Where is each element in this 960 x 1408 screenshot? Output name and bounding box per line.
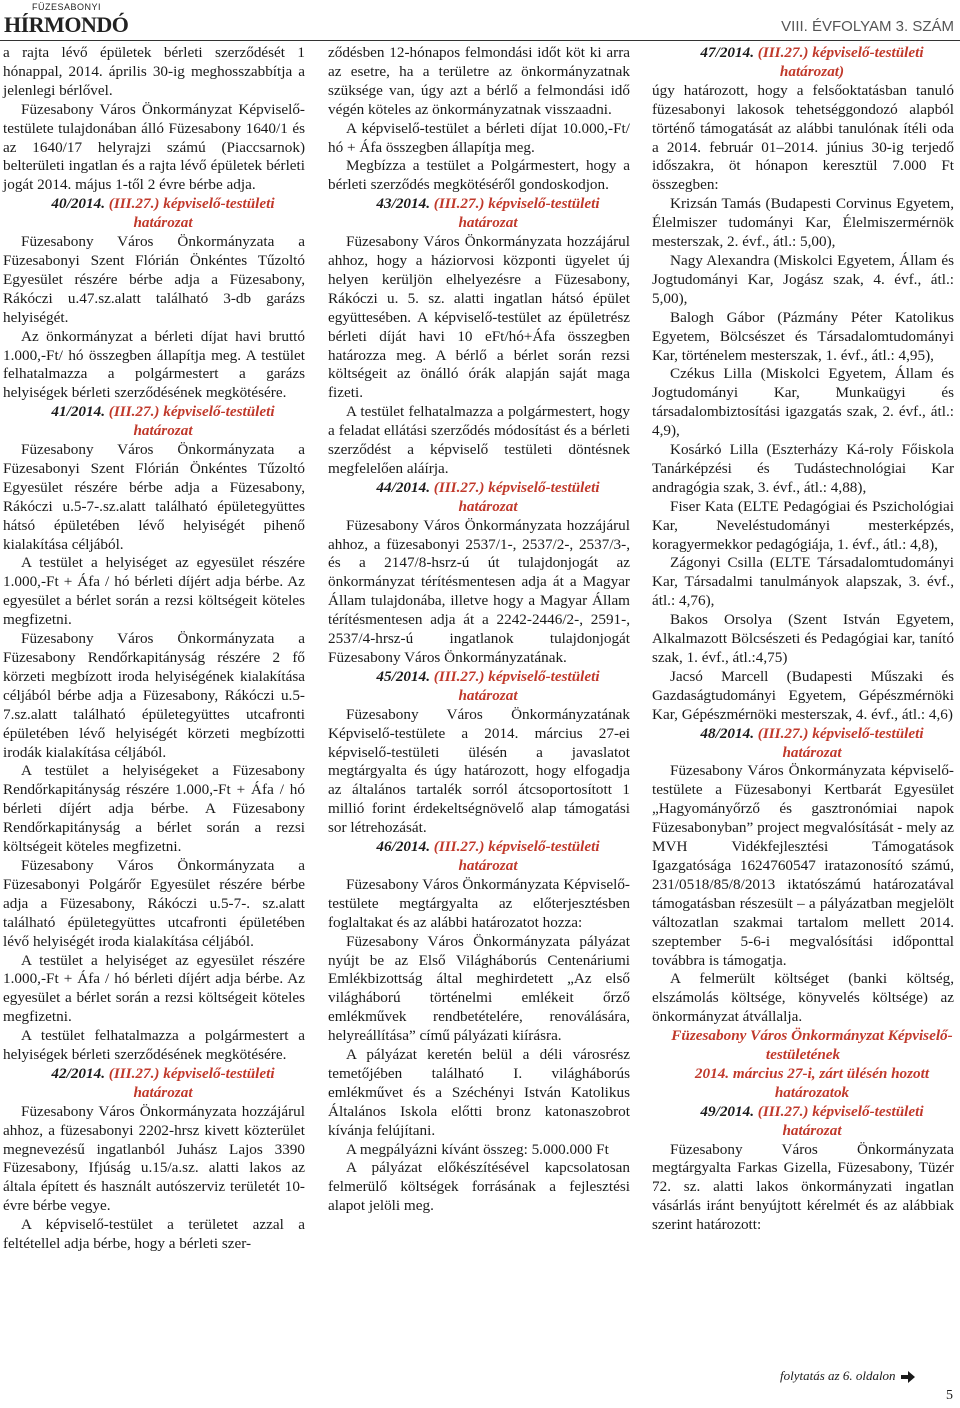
- paragraph: A testület a helyiséget az egyesület részére 1.000,-Ft + Áfa / hó bérleti díjért adja bérbe. Az egyesület a bérlet során a rezsi költségeit köteles megfizetni.: [3, 951, 305, 1026]
- resolution-number: 40/2014.: [51, 195, 105, 213]
- resolution-keyword: határozat: [782, 1121, 842, 1139]
- paragraph: Bakos Orsolya (Szent István Egyetem, Alkalmazott Bölcsészeti és Pedagógiai kar, tanító szak, 1. évf., átl.:4,75): [652, 611, 954, 666]
- page-number: 5: [946, 1388, 953, 1403]
- page-header: [0, 0, 960, 41]
- resolution-heading: [3, 403, 305, 422]
- paragraph: A testület felhatalmazza a polgármestert, hogy a feladat ellátási szerződés módosítást és a bérleti szerződést a képviselő testületi döntésnek megfelelően aláírja.: [328, 403, 630, 477]
- resolution-keyword: határozat: [458, 497, 518, 515]
- column-1: [3, 44, 305, 1254]
- resolution-number: 46/2014.: [376, 838, 430, 856]
- section-heading: Füzesabony Város Önkormányzat Képviselő-testületének: [671, 1027, 953, 1064]
- paragraph: A pályázat keretén belül a déli városrész temetőjében található I. világháborús emlékművet és a Széchényi István Katolikus Általános Iskola előtti bronz katonaszobrot kívánja felújítani.: [328, 1046, 630, 1139]
- paragraph: A testület a helyiséget az egyesület részére 1.000,-Ft + Áfa / hó bérleti díjért adja bérbe. Az egyesület a bérlet során a rezsi költségeit köteles megfizetni.: [3, 554, 305, 629]
- resolution-number: 47/2014.: [700, 44, 754, 61]
- resolution-keyword: határozat): [779, 62, 845, 80]
- resolution-date: (III.27.) képviselő-testületi: [757, 44, 924, 61]
- resolution-keyword: határozat: [133, 1083, 193, 1101]
- resolution-date: (III.27.) képviselő-testületi: [433, 838, 600, 856]
- resolution-heading: [328, 668, 630, 687]
- resolution-number: 43/2014.: [376, 195, 430, 213]
- column-2: [328, 44, 630, 1216]
- paragraph: A pályázat előkészítésével kapcsolatosan felmerülő költségek forrásának a fejlesztési alapot jelöli meg.: [328, 1159, 630, 1215]
- paragraph: Fiser Kata (ELTE Pedagógiai és Pszichológiai Kar, Neveléstudományi mesterképzés, koragyermekkor pedagógiája, 1. évf., átl.: 4,8),: [652, 497, 954, 553]
- paragraph: Nagy Alexandra (Miskolci Egyetem, Állam és Jogtudományi Kar, Jogász szak, 4. évf., átl.: 5,00),: [652, 251, 954, 307]
- continued-text: folytatás az 6. oldalon: [780, 1368, 896, 1383]
- paragraph: A megpályázni kívánt összeg: 5.000.000 Ft: [346, 1140, 609, 1158]
- paragraph: Füzesabony Város Önkormányzata hozzájárul ahhoz, a füzesabonyi 2202-hrsz kivett közterület megnevezésű ingatlanból Juhász Lajos 3390 Füzesabony, Ifjúság u.15/a.sz. alatti lakos az általa épített és használt autószerviz területét 10-évre bérbe vegye.: [3, 1102, 305, 1215]
- paragraph: Füzesabony Város Önkormányzata a Füzesabony Rendőrkapitányság részére 2 fő körzeti megbízott iroda helyiségének kialakítása céljából bérbe adja a Füzesabony, Rákóczi u.5-7.sz.alatt található épületegyüttes utcafronti épületében lévő helyiségét körzeti megbízotti irodák kialakítása céljából.: [3, 630, 305, 761]
- continued-note[interactable]: [780, 1368, 915, 1384]
- paragraph: Füzesabony Város Önkormányzata pályázat nyújt be az Első Világháborús Centenáriumi Emlékbizottság által meghirdetett „Az első világháború történelmi emlékeit őrző emlékművek rendbetételére, renoválására, helyreállítása” című pályázati kiírásra.: [328, 932, 630, 1045]
- paragraph: úgy határozott, hogy a felsőoktatásban tanuló füzesabonyi lakosok tehetséggondozó alapból történő támogatását az alábbi tanulónak ítéli oda a 2014. február 01–2014. június 30-ig terjedő időszakra, öt hónapon keresztül 7.000 Ft összegben:: [652, 81, 954, 194]
- resolution-number: 41/2014.: [51, 403, 105, 421]
- resolution-number: 48/2014.: [700, 724, 754, 742]
- newspaper-logo: [4, 2, 129, 37]
- paragraph: Füzesabony Város Önkormányzata hozzájárul ahhoz, a füzesabonyi 2537/1-, 2537/2-, 2537/3-, és a 2147/8-hsrz-ú út tulajdonjogát az önkormányzat térítésmentesen adja át a Magyar Állam tulajdonába, illetve hogy a Magyar Állam térítésmentesen adja át a 2242-2446/2-, 2591-, 2537/4-hrsz-ú ingatlanok tulajdonjogát Füzesabony Város Önkormányzatának.: [328, 516, 630, 666]
- section-heading: 2014. március 27-i, zárt ülésén hozott: [694, 1064, 930, 1082]
- paragraph: Kosárkó Lilla (Eszterházy Ká-roly Főiskola Tanárképzési és Tudástechnológiai Kar andragógia szak, 3. évf., átl.: 4,88),: [652, 441, 954, 496]
- paragraph: A testület felhatalmazza a polgármestert a helyiségek bérleti szerződésének megkötésére.: [3, 1027, 305, 1064]
- paragraph: Megbízza a testület a Polgármestert, hogy a bérleti szerződés megkötéséről gondoskodjon.: [328, 157, 630, 194]
- paragraph: Füzesabony Város Önkormányzata a Füzesabonyi Polgárőr Egyesület részére bérbe adja a Füzesabony, Rákóczi u.5-7-. sz.alatt található épületegyüttes utcafronti épületében lévő helyiségét iroda kialakítása céljából.: [3, 856, 305, 950]
- resolution-number: 44/2014.: [376, 478, 430, 496]
- logo-title: HÍRMONDÓ: [4, 12, 129, 37]
- paragraph: Füzesabony Város Önkormányzatának Képviselő-testülete a 2014. március 27-ei képviselő-testületi ülésén a javaslatot megtárgyalta és úgy határozott, hogy elfogadja az általános tartalék sorról átcsoportosított 1 millió forint érdekeltségnövelő alap támogatási sor létrehozását.: [328, 705, 630, 837]
- volume-issue: VIII. ÉVFOLYAM 3. SZÁM: [781, 18, 954, 35]
- resolution-date: (III.27.) képviselő-testületi: [433, 478, 600, 496]
- resolution-date: (III.27.) képviselő-testületi: [433, 195, 600, 213]
- resolution-keyword: határozat: [133, 214, 193, 232]
- paragraph: ződésben 12-hónapos felmondási időt köt ki arra az esetre, ha a területre az önkormányzatnak szüksége van, úgy azt a bérlő a felmondási idő végén köteles az önkormányzatnak visszaadni.: [328, 44, 630, 118]
- paragraph: Jacsó Marcell (Budapesti Műszaki és Gazdaságtudományi Egyetem, Gépészmérnöki Kar, Gépészmérnöki mesterszak, 4. évf., átl.: 4,6): [652, 667, 954, 723]
- paragraph: Füzesabony Város Önkormányzata képviselő-testülete a Füzesabonyi Kertbarát Egyesület „Hagyományőrző és gasztronómiai napok Füzesabonyban” project megvalósítását - mely az MVH Vidékfejlesztési Támogatások Igazgatósága 1624760547 iratazonosító számú, 231/0518/85/8/2013 iktatószámú határozatával támogatásban részesült – a pályázatban megjelölt változatlan szakmai tartalom mellett 2014. szeptember 5-6-i megvalósítási időponttal továbbra is támogatja.: [652, 762, 954, 969]
- paragraph: Füzesabony Város Önkormányzat Képviselő-testülete tulajdonában álló Füzesabony 1640/1 és az 1640/17 helyrajzi számú (Piaccsarnok) belterületi ingatlan és a rajta lévő épületek bérleti jogát 2014. május 1-től 2 évre bérbe adja.: [3, 100, 305, 194]
- paragraph: Czékus Lilla (Miskolci Egyetem, Állam és Jogtudományi Kar, Munkaügyi és társadalombiztosítási igazgatás szak, 2. évf., átl.: 4,9),: [652, 365, 954, 440]
- resolution-number: 45/2014.: [376, 667, 430, 685]
- resolution-keyword: határozat: [458, 214, 518, 232]
- paragraph: A képviselő-testület a bérleti díjat 10.000,-Ft/ hó + Áfa összegben állapítja meg.: [328, 119, 630, 156]
- paragraph: A képviselő-testület a területet azzal a feltétellel adja bérbe, hogy a bérleti szer-: [3, 1216, 305, 1253]
- paragraph: Füzesabony Város Önkormányzata hozzájárul ahhoz, hogy a háziorvosi központi ügyelet új helyen kerüljön elhelyezésre a Füzesabony, Rákóczi u. 5. sz. alatti ingatlan hátsó épület együttesében. A képviselő-testület az épületrész bérleti díját havi 10 eFt/hó+Áfa összegben határozza meg. A bérlő a bérlet során rezsi költségeit az önálló órák alapján saját maga fizeti.: [328, 233, 630, 402]
- paragraph: Balogh Gábor (Pázmány Péter Katolikus Egyetem, Bölcsészet és Társadalomtudományi Kar, történelem mesterszak, 1. évf., átl.: 4,95),: [652, 308, 954, 364]
- section-heading: határozatok: [774, 1083, 850, 1101]
- resolution-keyword: határozat: [458, 856, 518, 874]
- logo-subtitle: FÜZESABONYI: [32, 2, 102, 12]
- paragraph: a rajta lévő épületek bérleti szerződését 1 hónappal, 2014. április 30-ig meghosszabbítja a jelenlegi bérlővel.: [3, 44, 305, 99]
- resolution-date: (III.27.) képviselő-testületi: [757, 1102, 924, 1120]
- paragraph: A testület a helyiségeket a Füzesabony Rendőrkapitányság részére 1.000,-Ft + Áfa / hó bérleti díjért adja bérbe. A Füzesabony Rendőrkapitányság a bérlet során a rezsi költségeit köteles megfizetni.: [3, 762, 305, 856]
- resolution-heading: [3, 195, 305, 214]
- resolution-date: (III.27.) képviselő-testületi: [108, 403, 275, 421]
- resolution-heading: [652, 44, 954, 63]
- resolution-heading: [3, 1065, 305, 1084]
- paragraph: Krizsán Tamás (Budapesti Corvinus Egyetem, Élelmiszer tudományi Kar, Élelmiszermérnök mesterszak, 2. évf., átl.: 5,00),: [652, 195, 954, 251]
- paragraph: Füzesabony Város Önkormányzata megtárgyalta Farkas Gizella, Füzesabony, Tüzér 72. sz. alatti lakos önkormányzati ingatlan vásárlás iránt benyújtott kérelmét és az alábbiak szerint határozott:: [652, 1140, 954, 1234]
- arrow-right-icon: [901, 1371, 915, 1383]
- resolution-heading: [328, 195, 630, 214]
- column-3: [652, 44, 954, 1235]
- paragraph: Füzesabony Város Önkormányzata a Füzesabonyi Szent Flórián Önkéntes Tűzoltó Egyesület részére bérbe adja a Füzesabony, Rákóczi u.47.sz.alatt található 3-db garázs helyiségét.: [3, 233, 305, 326]
- paragraph: Füzesabony Város Önkormányzata Képviselő-testülete megtárgyalta az előterjesztésben foglaltakat és az alábbi határozatot hozza:: [328, 875, 630, 931]
- resolution-keyword: határozat: [133, 422, 193, 440]
- resolution-heading: [652, 1103, 954, 1122]
- resolution-date: (III.27.) képviselő-testületi: [108, 195, 275, 213]
- resolution-number: 49/2014.: [700, 1102, 754, 1120]
- paragraph: Zágonyi Csilla (ELTE Társadalomtudományi Kar, Társadalmi tanulmányok alapszak, 3. évf., átl.: 4,76),: [652, 554, 954, 610]
- resolution-keyword: határozat: [782, 743, 842, 761]
- resolution-heading: [328, 838, 630, 857]
- resolution-number: 42/2014.: [51, 1064, 105, 1082]
- resolution-heading: [328, 479, 630, 498]
- paragraph: Az önkormányzat a bérleti díjat havi bruttó 1.000,-Ft/ hó összegben állapítja meg. A testület felhatalmazza a polgármestert a garázs helyiségek bérleti szerződésének megkötésére.: [3, 327, 305, 402]
- paragraph: Füzesabony Város Önkormányzata a Füzesabonyi Szent Flórián Önkéntes Tűzoltó Egyesület részére bérbe adja a Füzesabony, Rákóczi u.5-7-.sz.alatt található épületegyüttes hátsó épületében lévő helyiségét pihenő kialakítása céljából.: [3, 441, 305, 553]
- resolution-heading: [652, 725, 954, 744]
- paragraph: A felmerült költséget (banki költség, elszámolás költsége, könyvelés költsége) az önkormányzat átvállalja.: [652, 970, 954, 1026]
- resolution-date: (III.27.) képviselő-testületi: [757, 724, 924, 742]
- resolution-date: (III.27.) képviselő-testületi: [108, 1064, 275, 1082]
- resolution-date: (III.27.) képviselő-testületi: [433, 667, 600, 685]
- resolution-keyword: határozat: [458, 686, 518, 704]
